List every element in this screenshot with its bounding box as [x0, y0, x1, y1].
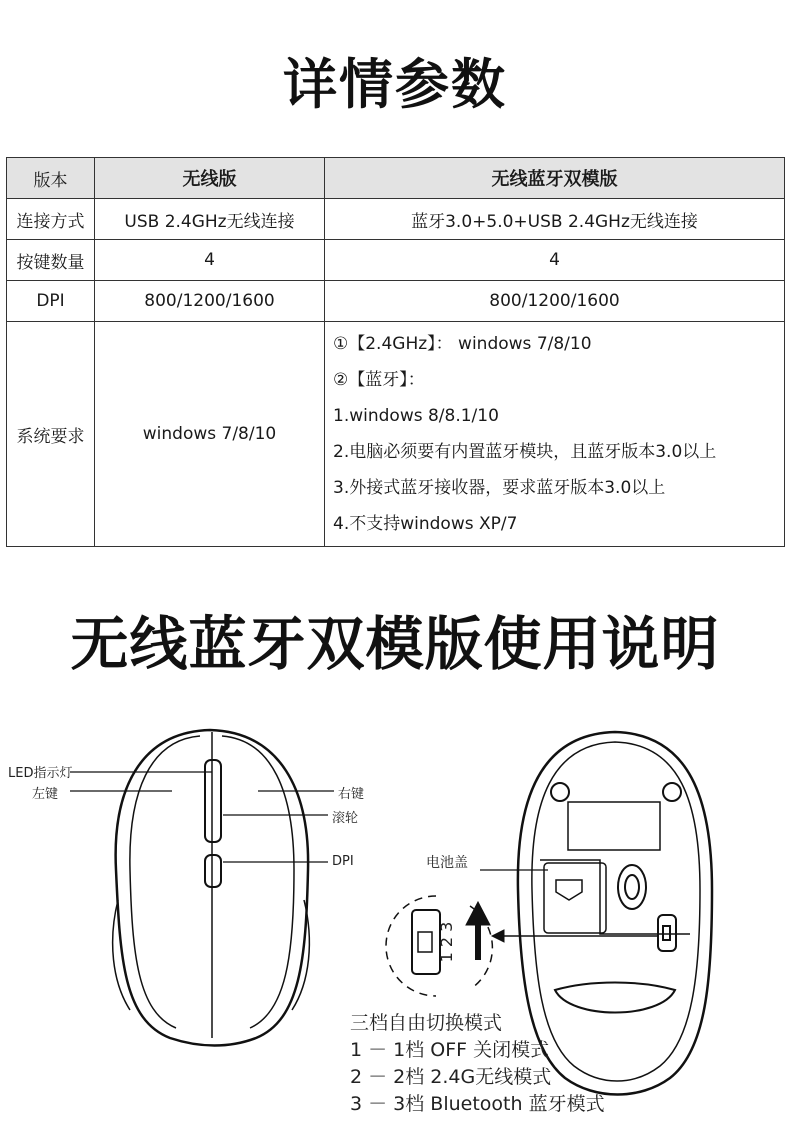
table-header-row: [7, 158, 785, 199]
label-dpi: DPI: [332, 854, 354, 869]
cell-wireless: windows 7/8/10: [95, 322, 325, 547]
cell-dual: 800/1200/1600: [325, 281, 785, 322]
mode-line: 2 － 2档 2.4G无线模式: [350, 1066, 552, 1088]
header-dual-mode: 无线蓝牙双模版: [325, 158, 785, 199]
mode-line: 1 － 1档 OFF 关闭模式: [350, 1039, 550, 1061]
mouse-top-view-icon: [113, 730, 310, 1046]
section-title: 无线蓝牙双模版使用说明: [70, 610, 720, 678]
system-line: 4.不支持windows XP/7: [333, 514, 518, 534]
cell-dual: 蓝牙3.0+5.0+USB 2.4GHz无线连接: [325, 199, 785, 240]
table-row: [7, 199, 785, 240]
cell-dual-system: [325, 322, 785, 547]
switch-numbers: 1 2 3: [437, 921, 456, 963]
system-line: 3.外接式蓝牙接收器，要求蓝牙版本3.0以上: [333, 478, 666, 498]
mode-list: [350, 1010, 605, 1118]
cell-dual: 4: [325, 240, 785, 281]
cell-wireless: 4: [95, 240, 325, 281]
cell-wireless: USB 2.4GHz无线连接: [95, 199, 325, 240]
row-label: DPI: [7, 281, 95, 322]
cell-wireless: 800/1200/1600: [95, 281, 325, 322]
header-wireless: 无线版: [95, 158, 325, 199]
system-line: 1.windows 8/8.1/10: [333, 406, 499, 426]
page-title: 详情参数: [283, 53, 507, 116]
table-row: [7, 240, 785, 281]
row-label: 按键数量: [7, 240, 95, 281]
system-line: 2.电脑必须要有内置蓝牙模块，且蓝牙版本3.0以上: [333, 442, 717, 462]
label-battery-cover: 电池盖: [426, 855, 468, 871]
table-row-system: [7, 322, 785, 547]
system-line: ①【2.4GHz】： windows 7/8/10: [333, 334, 592, 354]
label-wheel: 滚轮: [332, 811, 359, 826]
label-left-key: 左键: [32, 787, 59, 802]
system-line: ②【蓝牙】：: [333, 370, 425, 390]
label-right-key: 右键: [338, 787, 365, 802]
row-label: 系统要求: [7, 322, 95, 547]
label-led: LED指示灯: [8, 766, 73, 781]
spec-table: [6, 157, 785, 547]
header-version: 版本: [7, 158, 95, 199]
table-row: [7, 281, 785, 322]
mode-line: 3 － 3档 Bluetooth 蓝牙模式: [350, 1093, 605, 1115]
row-label: 连接方式: [7, 199, 95, 240]
mode-line: 三档自由切换模式: [350, 1012, 503, 1034]
